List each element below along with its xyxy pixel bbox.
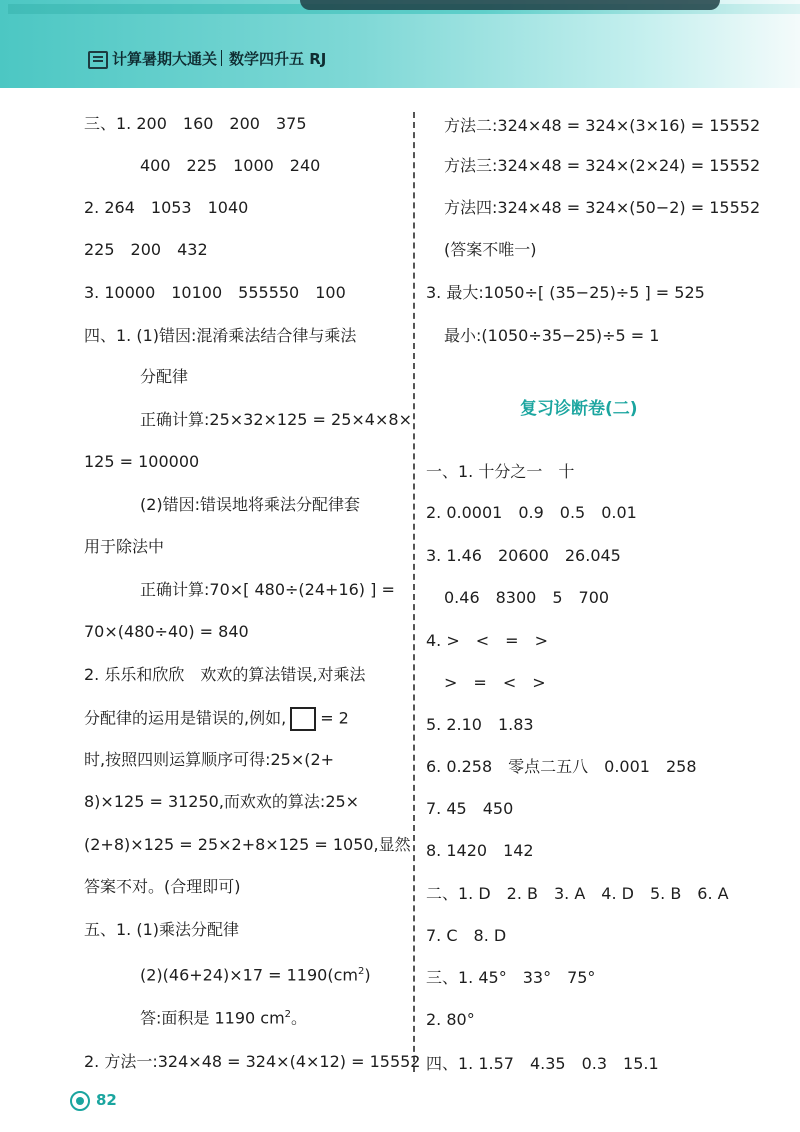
answer-line: (2)错因:错误地将乘法分配律套: [140, 495, 361, 514]
answer-text: ): [364, 965, 371, 985]
answer-line: 分配律: [140, 367, 189, 386]
answer-line: 三、1. 45° 33° 75°: [426, 968, 596, 987]
answer-line: 方法四:324×48 = 324×(50−2) = 15552: [444, 198, 761, 217]
answer-line: [140, 962, 371, 985]
sun-icon: [70, 1091, 90, 1111]
superscript: 2: [357, 966, 365, 977]
answer-line: 正确计算:25×32×125 = 25×4×8×: [140, 410, 412, 429]
answer-text: (2)(46+24)×17 = 1190(cm: [140, 965, 358, 985]
answer-text: 。: [291, 1008, 308, 1028]
answer-line: (2+8)×125 = 25×2+8×125 = 1050,显然: [84, 835, 411, 854]
blank-box: [290, 707, 316, 731]
answer-line: 方法二:324×48 = 324×(3×16) = 15552: [444, 116, 761, 135]
answer-line: 2. 方法一:324×48 = 324×(4×12) = 15552: [84, 1052, 421, 1071]
answer-line: 时,按照四则运算顺序可得:25×(2+: [84, 750, 335, 769]
book-subtitle: 数学四升五 RJ: [229, 50, 327, 68]
answer-line: > = < >: [444, 673, 546, 692]
answer-line: 四、1. (1)错因:混淆乘法结合律与乘法: [84, 326, 357, 345]
answer-line: 用于除法中: [84, 537, 165, 556]
answer-text: = 2: [320, 708, 349, 728]
answer-line: 3. 最大:1050÷[ (35−25)÷5 ] = 525: [426, 283, 705, 302]
answer-line: 三、1. 200 160 200 375: [84, 114, 307, 133]
answer-line: 3. 1.46 20600 26.045: [426, 546, 621, 565]
answer-line: 一、1. 十分之一 十: [426, 462, 575, 481]
header-shadow: [300, 0, 720, 10]
answer-line: 5. 2.10 1.83: [426, 715, 534, 734]
answer-text: 分配律的运用是错误的,例如,: [84, 708, 287, 728]
section-title: 复习诊断卷(二): [520, 399, 638, 419]
answer-line: 7. C 8. D: [426, 926, 507, 945]
answer-line: 二、1. D 2. B 3. A 4. D 5. B 6. A: [426, 884, 729, 903]
answer-line: 0.46 8300 5 700: [444, 588, 610, 607]
answer-line: 4. > < = >: [426, 631, 548, 650]
answer-line: 225 200 432: [84, 240, 208, 259]
answer-line: 2. 264 1053 1040: [84, 198, 249, 217]
answer-line: 方法三:324×48 = 324×(2×24) = 15552: [444, 156, 761, 175]
page-number: 82: [96, 1091, 117, 1109]
book-icon: [88, 51, 108, 69]
answer-line: 2. 乐乐和欣欣 欢欢的算法错误,对乘法: [84, 665, 366, 684]
answer-line: 125 = 100000: [84, 452, 200, 471]
answer-line: 6. 0.258 零点二五八 0.001 258: [426, 757, 697, 776]
answer-text: 答:面积是 1190 cm: [140, 1008, 285, 1028]
answer-line: 最小:(1050÷35−25)÷5 = 1: [444, 326, 660, 345]
answer-line: [140, 1005, 307, 1028]
answer-line: 70×(480÷40) = 840: [84, 622, 249, 641]
answer-line: 8. 1420 142: [426, 841, 534, 860]
answer-line: 五、1. (1)乘法分配律: [84, 920, 240, 939]
answer-line: 四、1. 1.57 4.35 0.3 15.1: [426, 1054, 659, 1073]
answer-line: 400 225 1000 240: [140, 156, 321, 175]
superscript: 2: [284, 1009, 292, 1020]
answer-line: (答案不唯一): [444, 240, 537, 259]
answer-line: 2. 80°: [426, 1010, 475, 1029]
column-divider: [413, 112, 415, 1072]
answer-line: [84, 707, 349, 731]
book-title: 计算暑期大通关: [112, 50, 218, 68]
answer-line: 3. 10000 10100 555550 100: [84, 283, 346, 302]
page-header: [0, 0, 800, 88]
answer-line: 7. 45 450: [426, 799, 514, 818]
answer-line: 8)×125 = 31250,而欢欢的算法:25×: [84, 792, 360, 811]
answer-line: 正确计算:70×[ 480÷(24+16) ] =: [140, 580, 395, 599]
answer-line: 2. 0.0001 0.9 0.5 0.01: [426, 503, 637, 522]
answer-line: 答案不对。(合理即可): [84, 877, 241, 896]
header-separator: [221, 50, 222, 66]
